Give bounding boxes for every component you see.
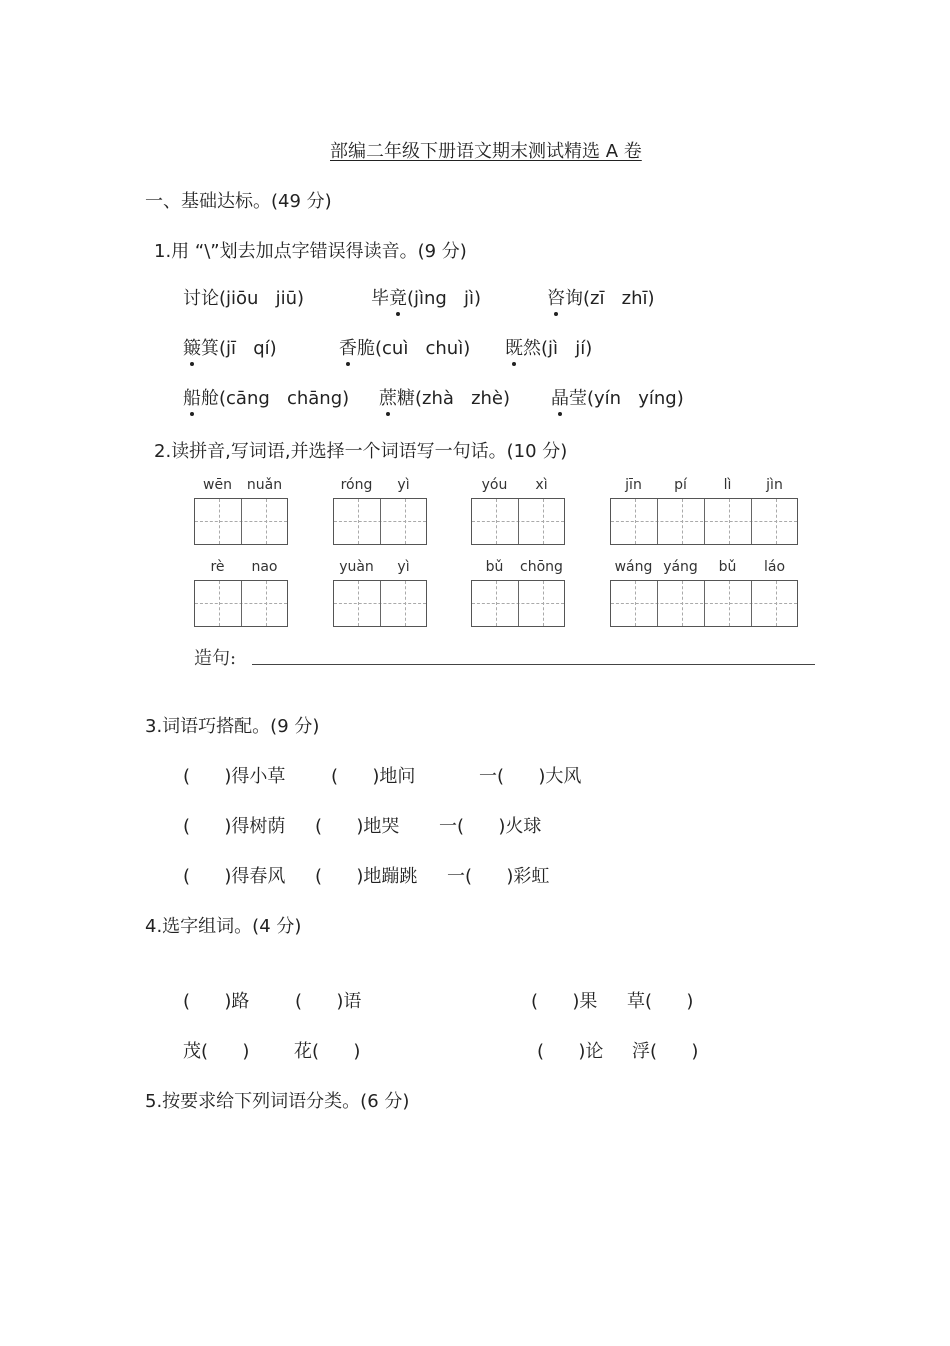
q1-item: 蔗糖(zhà zhè) xyxy=(379,384,510,410)
word-blank[interactable]: 茂( ) xyxy=(183,1041,250,1062)
pinyin-label: yuàn xyxy=(339,559,374,575)
dotted-char: 船 xyxy=(183,384,201,410)
q1-item: 晶莹(yín yíng) xyxy=(551,384,684,410)
writing-grid[interactable] xyxy=(471,580,565,627)
match-blank[interactable]: ( )得小草 xyxy=(183,766,286,787)
pinyin-label: rè xyxy=(210,559,225,575)
q1-item: 船舱(cāng chāng) xyxy=(183,384,349,410)
q1-item: 香脆(cuì chuì) xyxy=(339,334,470,360)
section-1-heading: 一、基础达标。(49 分) xyxy=(145,191,332,212)
pinyin-label: nuǎn xyxy=(246,477,283,493)
word-blank[interactable]: 浮( ) xyxy=(632,1041,699,1062)
match-blank[interactable]: 一( )彩虹 xyxy=(447,866,550,887)
pinyin-label: wáng xyxy=(614,559,653,575)
writing-grid[interactable] xyxy=(610,498,798,545)
dotted-char: 簸 xyxy=(183,334,201,360)
zaoju-label: 造句: xyxy=(194,648,237,669)
word-blank[interactable]: ( )语 xyxy=(295,991,362,1012)
pinyin-label: bǔ xyxy=(718,559,737,575)
dotted-char: 既 xyxy=(505,334,523,360)
pinyin-label: xì xyxy=(535,477,548,493)
pinyin-label: yáng xyxy=(663,559,698,575)
writing-grid[interactable] xyxy=(194,498,288,545)
match-blank[interactable]: ( )地问 xyxy=(331,766,416,787)
pinyin-label: nao xyxy=(251,559,278,575)
pinyin-label: chōng xyxy=(520,559,563,575)
pinyin-label: yì xyxy=(397,559,410,575)
word-blank[interactable]: 花( ) xyxy=(294,1041,361,1062)
word-blank[interactable]: ( )路 xyxy=(183,991,250,1012)
writing-grid[interactable] xyxy=(333,498,427,545)
match-blank[interactable]: 一( )火球 xyxy=(439,816,542,837)
pinyin-label: lì xyxy=(723,477,732,493)
match-blank[interactable]: ( )地蹦跳 xyxy=(315,866,418,887)
pinyin-label: jīn xyxy=(625,477,642,493)
q1-item: 簸箕(jī qí) xyxy=(183,334,277,360)
pinyin-label: wēn xyxy=(203,477,232,493)
word-blank[interactable]: ( )论 xyxy=(537,1041,604,1062)
pinyin-label: láo xyxy=(763,559,786,575)
q1-item: 既然(jì jí) xyxy=(505,334,592,360)
dotted-char: 香 xyxy=(339,334,357,360)
match-blank[interactable]: ( )得树荫 xyxy=(183,816,286,837)
dotted-char: 晶 xyxy=(551,384,569,410)
pinyin-label: yóu xyxy=(481,477,508,493)
q5-heading: 5.按要求给下列词语分类。(6 分) xyxy=(145,1091,410,1112)
pinyin-label: bǔ xyxy=(485,559,504,575)
sentence-line[interactable] xyxy=(252,664,815,665)
pinyin-label: jìn xyxy=(766,477,783,493)
pinyin-label: yì xyxy=(397,477,410,493)
pinyin-label: pí xyxy=(674,477,687,493)
q2-heading: 2.读拼音,写词语,并选择一个词语写一句话。(10 分) xyxy=(154,441,568,462)
dotted-char: 竟 xyxy=(389,284,407,310)
word-blank[interactable]: ( )果 xyxy=(531,991,598,1012)
q1-item: 毕竟(jìng jì) xyxy=(371,284,481,310)
q1-item: 讨论(jiōu jiū) xyxy=(183,288,305,309)
dotted-char: 蔗 xyxy=(379,384,397,410)
dotted-char: 咨 xyxy=(547,284,565,310)
q1-item: 咨询(zī zhī) xyxy=(547,284,655,310)
writing-grid[interactable] xyxy=(610,580,798,627)
pinyin-label: róng xyxy=(340,477,373,493)
match-blank[interactable]: 一( )大风 xyxy=(479,766,582,787)
page-title: 部编二年级下册语文期末测试精选 A 卷 xyxy=(330,141,642,162)
writing-grid[interactable] xyxy=(471,498,565,545)
q1-heading: 1.用 “\”划去加点字错误得读音。(9 分) xyxy=(154,241,467,262)
match-blank[interactable]: ( )地哭 xyxy=(315,816,400,837)
q4-heading: 4.选字组词。(4 分) xyxy=(145,916,302,937)
match-blank[interactable]: ( )得春风 xyxy=(183,866,286,887)
word-blank[interactable]: 草( ) xyxy=(627,991,694,1012)
q3-heading: 3.词语巧搭配。(9 分) xyxy=(145,716,320,737)
writing-grid[interactable] xyxy=(194,580,288,627)
writing-grid[interactable] xyxy=(333,580,427,627)
